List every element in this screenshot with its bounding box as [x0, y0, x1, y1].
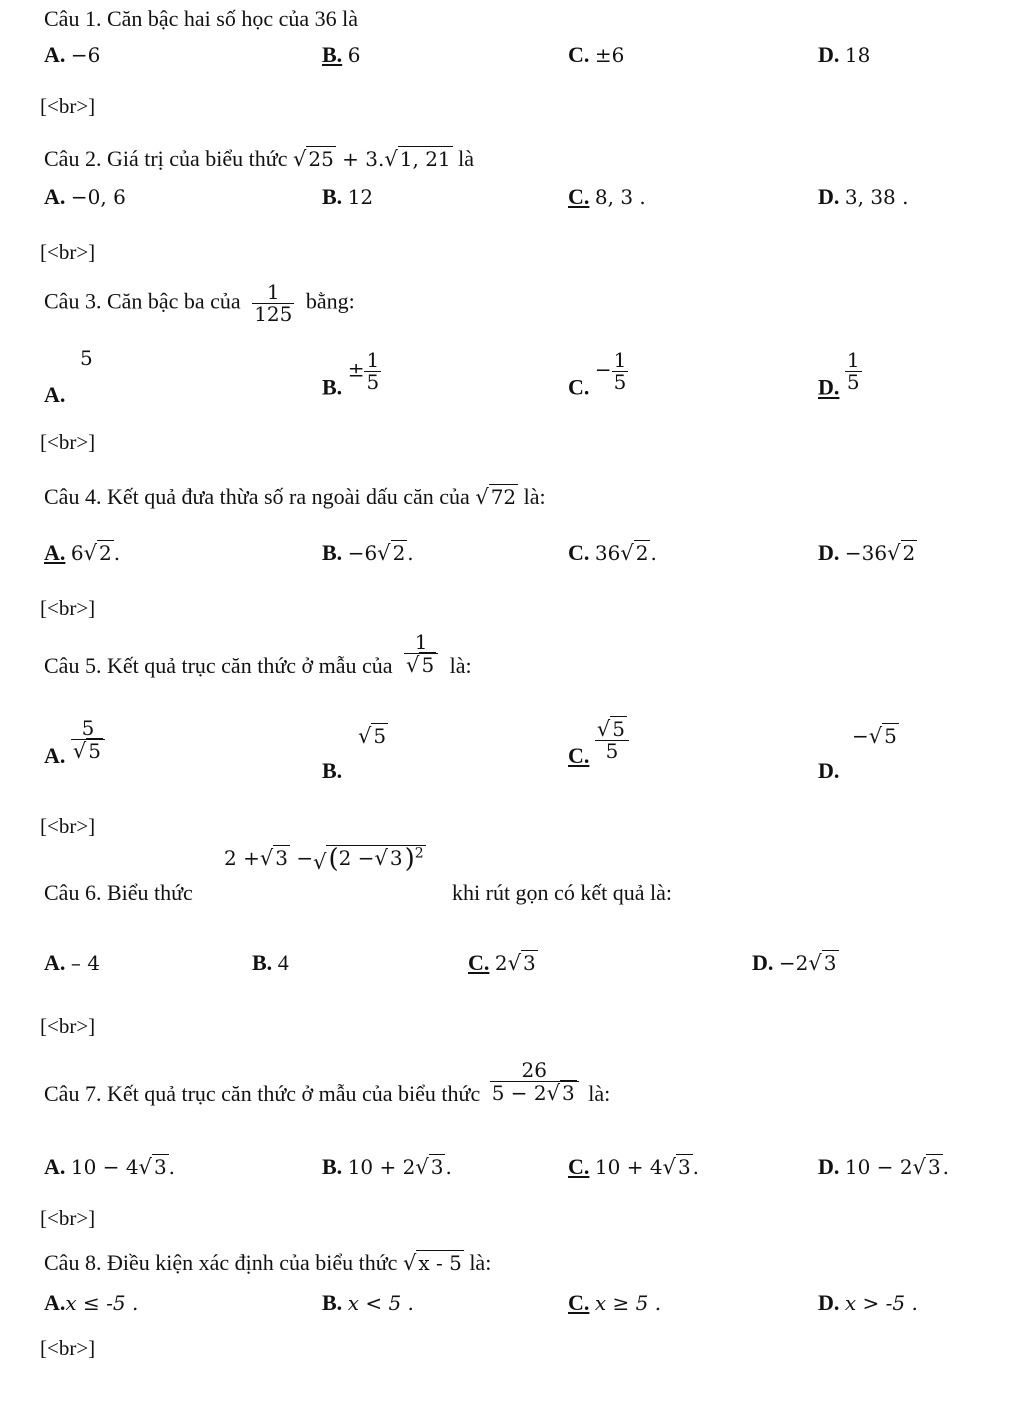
q2-option-b: B. 12 — [322, 184, 374, 209]
q3-option-c: C. − $\frac{1}{5}$ — [568, 348, 627, 400]
q8-stem: Câu 8. Điều kiện xác định của biểu thức √ x - 5 là: — [44, 1250, 492, 1275]
q6-stem-start: Câu 6. Biểu thức — [44, 880, 193, 905]
q4-option-c: C. 36√ 2 . — [568, 540, 657, 565]
q6-option-b: B. 4 — [252, 950, 289, 975]
q7-option-a: A. 10 − 4√ 3 . — [44, 1154, 176, 1179]
q6-option-d: D. −2√ 3 — [752, 950, 837, 975]
q6-option-a: A. – 4 — [44, 950, 100, 975]
q6-expression: 2 +√ 3 −√(2 −√ 3)$^2$ — [224, 844, 424, 874]
q7-option-b: B. 10 + 2√ 3 . — [322, 1154, 452, 1179]
q4-option-b: B. −6√ 2 . — [322, 540, 414, 565]
q4-option-a: A. 6√ 2 . — [44, 540, 121, 565]
q6-stem-end: khi rút gọn có kết quả là: — [452, 880, 672, 905]
br-marker-4: [<br>] — [40, 596, 96, 620]
q2-stem: Câu 2. Giá trị của biểu thức √ 25 + 3.√ 1, 21 là — [44, 146, 475, 171]
q7-stem: Câu 7. Kết quả trục căn thức ở mẫu của biểu thức $\frac{26}{5 - 2√ 3}$ là: — [44, 1058, 611, 1107]
br-marker-2: [<br>] — [40, 240, 96, 264]
q1-option-b: B. 6 — [322, 42, 361, 67]
q5-option-c: C. $\frac{√ 5}{5}$ — [568, 718, 629, 769]
q5-option-b: B. — [322, 758, 343, 783]
q7-option-c: C. 10 + 4√ 3 . — [568, 1154, 700, 1179]
q4-stem: Câu 4. Kết quả đưa thừa số ra ngoài dấu căn của √ 72 là: — [44, 484, 546, 509]
q8-option-c: C. x ≥ 5 . — [568, 1290, 662, 1315]
q8-option-b: B. x < 5 . — [322, 1290, 414, 1315]
q1-option-a: A. −6 — [44, 42, 101, 67]
q2-option-c: C. 8, 3 . — [568, 184, 646, 209]
q2-option-d: D. 3, 38 . — [818, 184, 909, 209]
q3-option-a-value: 5 — [80, 346, 93, 370]
q3-stem: Câu 3. Căn bậc ba của $\frac{1}{125}$ bằng: — [44, 280, 355, 326]
q8-option-d: D. x > -5 . — [818, 1290, 918, 1315]
q8-option-a: A.x ≤ -5 . — [44, 1290, 139, 1315]
br-marker-6: [<br>] — [40, 1014, 96, 1038]
br-marker-1: [<br>] — [40, 94, 96, 118]
q1-option-c: C. ±6 — [568, 42, 625, 67]
br-marker-5: [<br>] — [40, 814, 96, 838]
q7-option-d: D. 10 − 2√ 3 . — [818, 1154, 950, 1179]
br-marker-7: [<br>] — [40, 1206, 96, 1230]
q6-option-c: C. 2√ 3 — [468, 950, 536, 975]
q1-stem: Câu 1. Căn bậc hai số học của 36 là — [44, 6, 359, 31]
q5-option-d-value: −√ 5 — [852, 724, 897, 748]
q3-option-b: B. ± $\frac{1}{5}$ — [322, 348, 380, 400]
q3-option-d: D. $\frac{1}{5}$ — [818, 348, 860, 400]
q3-option-a: A. — [44, 382, 66, 407]
q5-option-b-value: √ 5 — [358, 724, 387, 748]
q5-option-d: D. — [818, 758, 840, 783]
q4-option-d: D. −36√ 2 — [818, 540, 916, 565]
q5-stem: Câu 5. Kết quả trục căn thức ở mẫu của $\frac{1}{√ 5}$ là: — [44, 630, 472, 679]
br-marker-3: [<br>] — [40, 430, 96, 454]
br-marker-8: [<br>] — [40, 1336, 96, 1360]
q1-option-d: D. 18 — [818, 42, 871, 67]
q2-option-a: A. −0, 6 — [44, 184, 126, 209]
q5-option-a: A. $\frac{5}{√ 5}$ — [44, 718, 105, 769]
